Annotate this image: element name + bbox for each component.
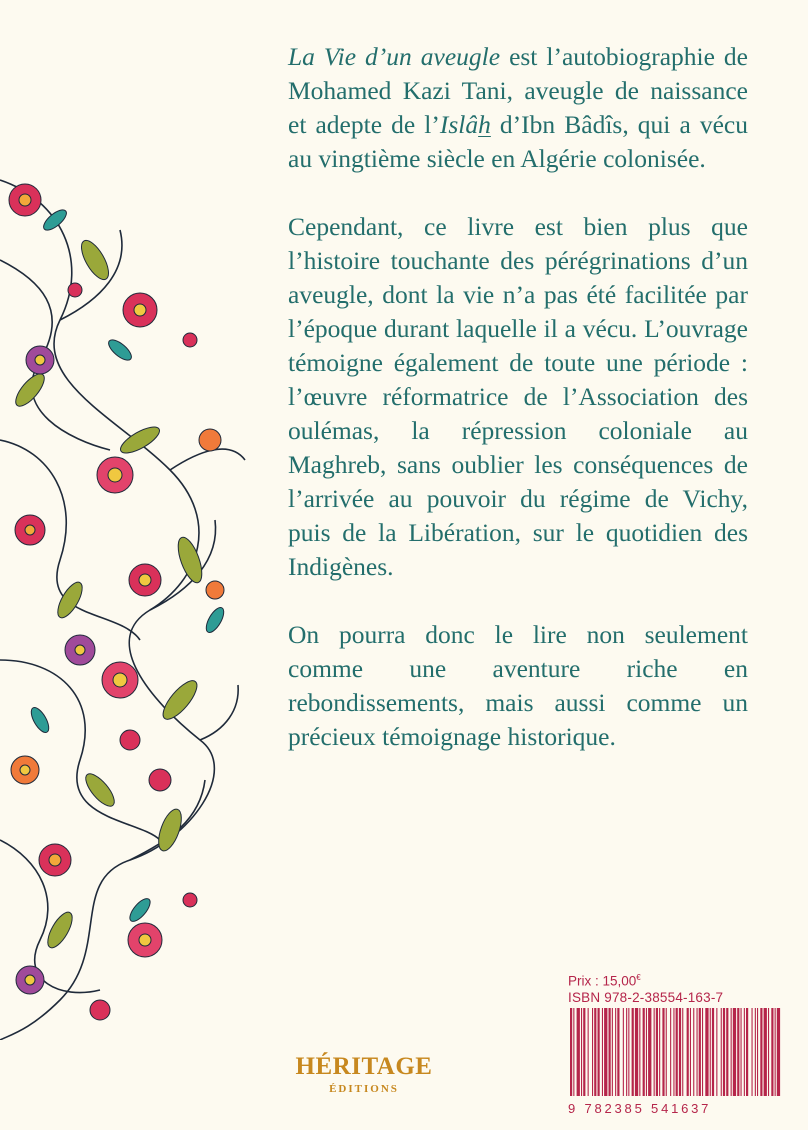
barcode-bar bbox=[643, 1008, 645, 1096]
isbn-label: ISBN 978-2-38554-163-7 bbox=[568, 990, 724, 1005]
barcode-bar bbox=[771, 1008, 773, 1096]
barcode-bar bbox=[679, 1008, 681, 1096]
barcode-bar bbox=[744, 1008, 745, 1096]
barcode-bar bbox=[604, 1008, 607, 1096]
barcode-bar bbox=[577, 1008, 580, 1096]
barcode-bar bbox=[712, 1008, 714, 1096]
barcode-bar bbox=[592, 1008, 593, 1096]
barcode-bar bbox=[731, 1008, 732, 1096]
barcode-bar bbox=[757, 1008, 758, 1096]
paragraph-3: On pourra donc le lire non seulement comme une aventure riche en rebondissements, mais aussi comme un précieux témoignage historique. bbox=[288, 620, 748, 751]
barcode-bar bbox=[676, 1008, 678, 1096]
barcode-bar bbox=[682, 1008, 683, 1096]
barcode-bar bbox=[594, 1008, 596, 1096]
barcode-bar bbox=[635, 1008, 638, 1096]
barcode-bar bbox=[670, 1008, 671, 1096]
barcode-bar bbox=[746, 1008, 748, 1096]
barcode-bar bbox=[710, 1008, 711, 1096]
barcode-bar bbox=[777, 1008, 780, 1096]
barcode-bar bbox=[716, 1008, 717, 1096]
book-title: La Vie d’un aveugle bbox=[288, 42, 501, 71]
barcode-bar bbox=[648, 1008, 651, 1096]
barcode-bar bbox=[705, 1008, 708, 1096]
barcode-bar bbox=[583, 1008, 585, 1096]
barcode-bar bbox=[702, 1008, 703, 1096]
barcode-bar bbox=[588, 1008, 589, 1096]
barcode-bar bbox=[570, 1008, 572, 1096]
barcode-bar bbox=[573, 1008, 574, 1096]
barcode-bar bbox=[656, 1008, 658, 1096]
barcode-bar bbox=[628, 1008, 629, 1096]
barcode-bar bbox=[617, 1008, 619, 1096]
barcode-bar bbox=[581, 1008, 582, 1096]
barcode-bar bbox=[612, 1008, 613, 1096]
barcode-bar bbox=[775, 1008, 776, 1096]
barcode-bar bbox=[623, 1008, 624, 1096]
barcode-bar bbox=[639, 1008, 640, 1096]
barcode-bar bbox=[737, 1008, 739, 1096]
barcode-bar bbox=[726, 1008, 728, 1096]
barcode-bar bbox=[764, 1008, 767, 1096]
barcode-bar bbox=[693, 1008, 694, 1096]
barcode-bar bbox=[760, 1008, 762, 1096]
barcode-bar bbox=[690, 1008, 691, 1096]
barcode-bar bbox=[646, 1008, 647, 1096]
barcode-bar bbox=[602, 1008, 603, 1096]
barcode-bar bbox=[755, 1008, 756, 1096]
price-label: Prix : 15,00€ bbox=[568, 973, 641, 989]
barcode-bar bbox=[768, 1008, 769, 1096]
back-cover-text bbox=[288, 40, 748, 788]
floral-ornament bbox=[0, 140, 260, 1040]
barcode-bar bbox=[632, 1008, 634, 1096]
barcode-bar bbox=[626, 1008, 627, 1096]
barcode-bar bbox=[697, 1008, 698, 1096]
publisher-logo: HÉRITAGE bbox=[295, 1053, 433, 1080]
barcode-bar bbox=[687, 1008, 689, 1096]
barcode-bar bbox=[659, 1008, 660, 1096]
barcode-bar bbox=[699, 1008, 701, 1096]
paragraph-2: Cependant, ce livre est bien plus que l’histoire touchante des pérégrinations d’un aveugle, dont la vie n’a pas été facilitée par l’époque durant laquelle il a vécu. L’ouvrage témoigne également de toute une période : l’œuvre réformatrice de l’Association des oulémas, la répression coloniale au Maghreb, sans oublier les conséquences de l’arrivée au pouvoir du régime de Vichy, puis de la Libération, sur le quotidien des Indigènes. bbox=[288, 212, 748, 581]
barcode-bar bbox=[662, 1008, 664, 1096]
barcode-bar bbox=[733, 1008, 736, 1096]
barcode-bar bbox=[615, 1008, 616, 1096]
barcode-digits: 9 782385 541637 bbox=[568, 1101, 712, 1116]
barcode-bar bbox=[741, 1008, 742, 1096]
islah-term: Islâh bbox=[439, 110, 491, 139]
barcode-bar bbox=[721, 1008, 722, 1096]
publisher-logo-subtitle: ÉDITIONS bbox=[329, 1083, 399, 1095]
barcode bbox=[566, 1008, 786, 1108]
barcode-bar bbox=[752, 1008, 753, 1096]
barcode-bar bbox=[673, 1008, 674, 1096]
currency-symbol: € bbox=[636, 973, 641, 982]
paragraph-1: La Vie d’un aveugle est l’autobiographie de Mohamed Kazi Tani, aveugle de naissance et adepte de l’Islâh d’Ibn Bâdîs, qui a vécu au vingtième siècle en Algérie colonisée. bbox=[288, 42, 748, 173]
barcode-bar bbox=[598, 1008, 600, 1096]
barcode-bar bbox=[666, 1008, 667, 1096]
barcode-bar bbox=[723, 1008, 725, 1096]
barcode-bar bbox=[654, 1008, 655, 1096]
barcode-bar bbox=[609, 1008, 611, 1096]
